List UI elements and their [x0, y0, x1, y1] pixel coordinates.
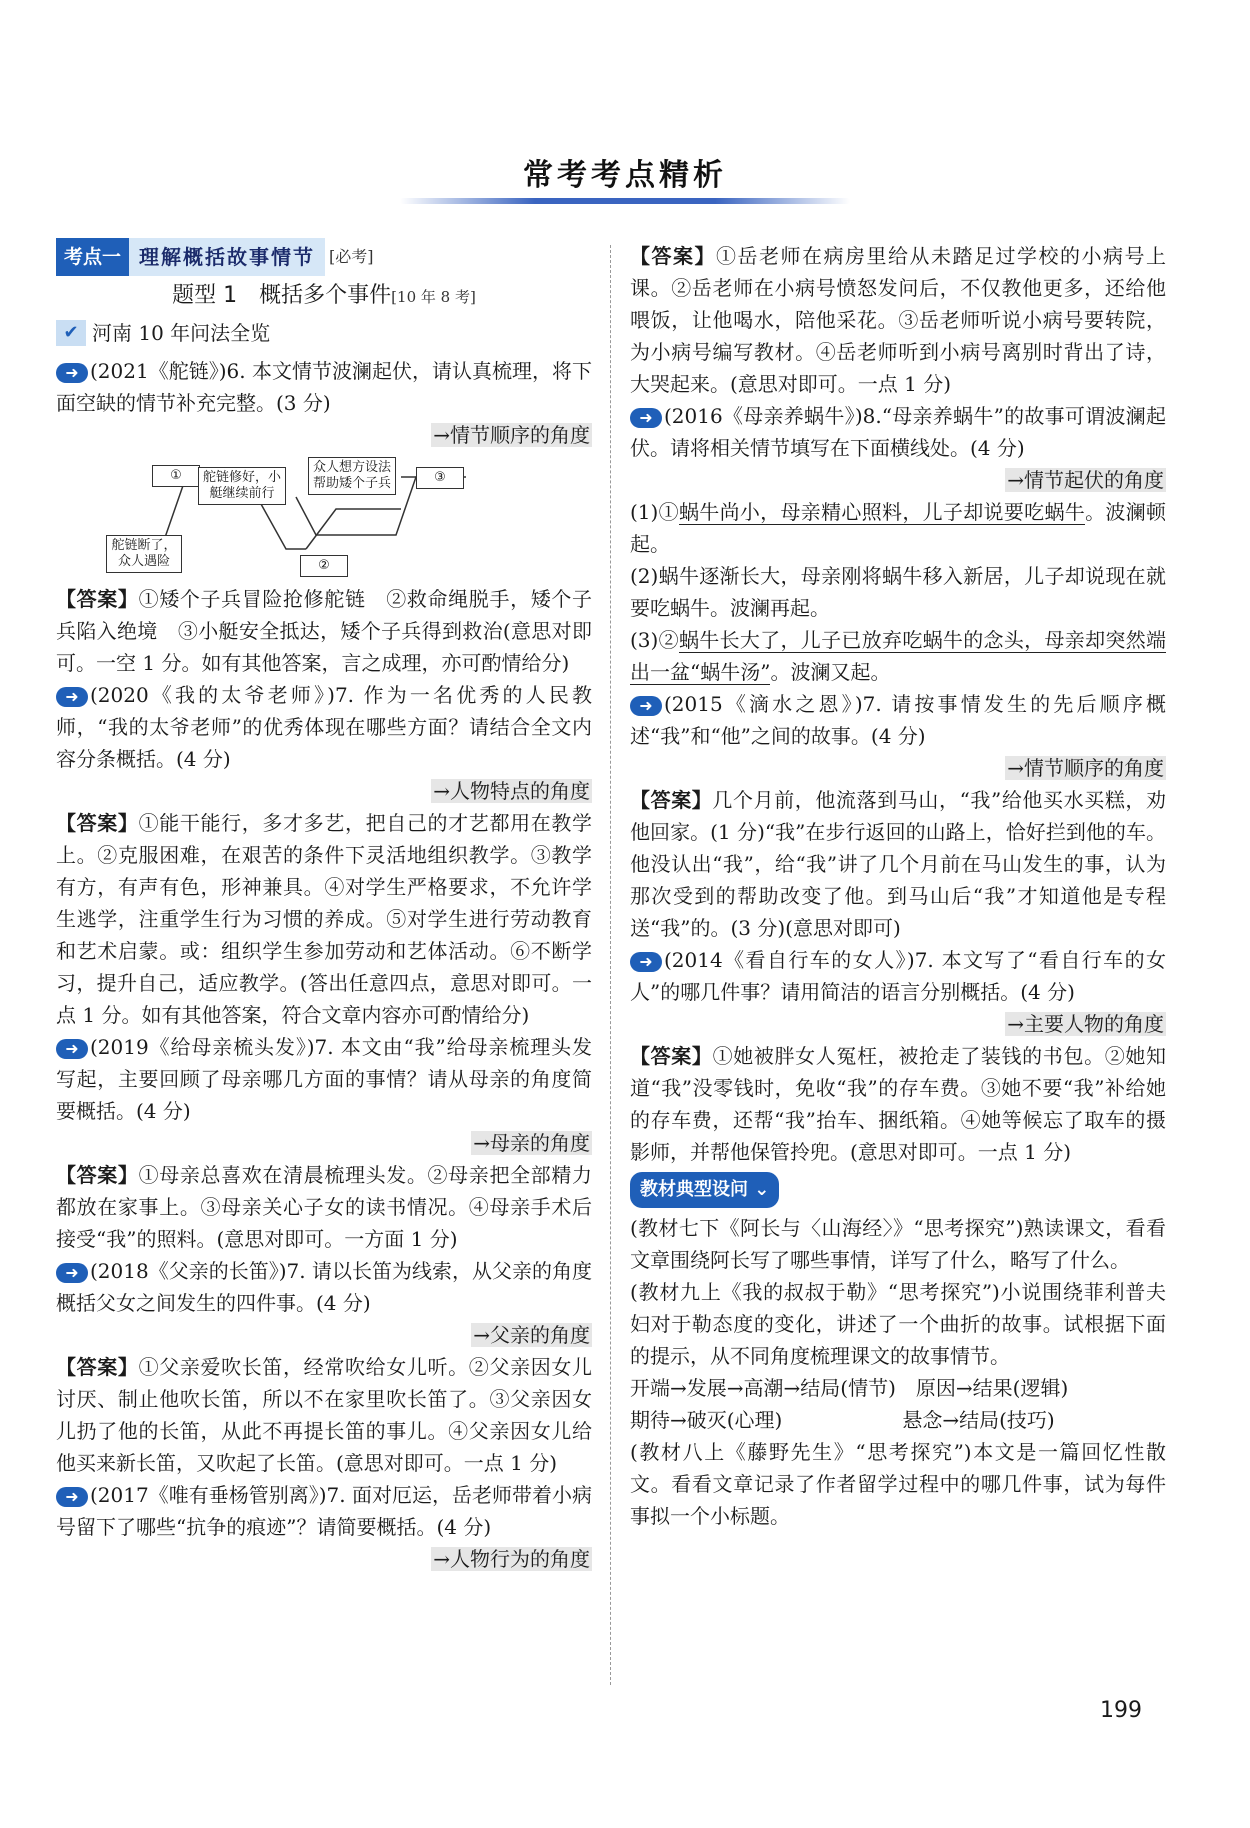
angle-2021: →情节顺序的角度	[433, 423, 590, 447]
arrow-icon: ➜	[630, 952, 662, 972]
question-2019: ➜ (2019《给母亲梳头发》)7. 本文由“我”给母亲梳理头发写起，主要回顾了母亲哪几方面的事情？请从母亲的角度简要概括。(4 分)	[56, 1035, 592, 1123]
arrow-icon: ➜	[630, 696, 662, 716]
arrow-icon: ➜	[630, 408, 662, 428]
textbook-question-3: (教材八上《藤野先生》“思考探究”)本文是一篇回忆性散文。看看文章记录了作者留学过程中的哪几件事，试为每件事拟一个小标题。	[630, 1440, 1166, 1528]
arrow-icon: ➜	[56, 687, 88, 707]
kaodian-title: 理解概括故事情节	[129, 238, 325, 276]
region-label: 河南 10 年问法全览	[92, 321, 271, 345]
textbook-question-2: (教材九上《我的叔叔于勒》“思考探究”)小说围绕菲利普夫妇对于勒态度的变化，讲述了一个曲折的故事。试根据下面的提示，从不同角度梳理课文的故事情节。	[630, 1280, 1166, 1368]
chevron-down-icon: ⌄	[754, 1179, 770, 1200]
question-2021: ➜ (2021《舵链》)6. 本文情节波澜起伏，请认真梳理，将下面空缺的情节补充完整。(3 分)	[56, 359, 592, 415]
answer-2019: 【答案】①母亲总喜欢在清晨梳理头发。②母亲把全部精力都放在家事上。③母亲关心子女的读书情况。④母亲手术后接受“我”的照料。(意思对即可。一方面 1 分)	[56, 1163, 593, 1251]
arrow-icon: ➜	[56, 1039, 88, 1059]
flow-blank-2: ②	[300, 555, 348, 577]
answer-2015: 【答案】几个月前，他流落到马山，“我”给他买水买糕，劝他回家。(1 分)“我”在步行返回的山路上，恰好拦到他的车。他没认出“我”，给“我”讲了几个月前在马山发生的事，认为那次受到的帮助改变了他。到马山后“我”才知道他是专程送“我”的。(3 分)(意思对即可)	[630, 788, 1167, 940]
answer-2018: 【答案】①父亲爱吹长笛，经常吹给女儿听。②父亲因女儿讨厌、制止他吹长笛，所以不在家里吹长笛了。③父亲因女儿扔了他的长笛，从此不再提长笛的事儿。④父亲因女儿给他买来新长笛，又吹起了长笛。(意思对即可。一点 1 分)	[56, 1355, 593, 1475]
angle-2018: →父亲的角度	[473, 1323, 590, 1347]
flow-box-middle: 舵链修好，小艇继续前行	[198, 467, 286, 505]
question-2018: ➜ (2018《父亲的长笛》)7. 请以长笛为线索，从父亲的角度概括父女之间发生的四件事。(4 分)	[56, 1259, 592, 1315]
question-type: 题型 1 概括多个事件[10 年 8 考]	[172, 283, 476, 308]
kaodian-label: 考点一	[56, 238, 129, 276]
title-underline	[400, 198, 850, 204]
plot-flow-diagram	[56, 457, 592, 577]
question-2014: ➜ (2014《看自行车的女人》)7. 本文写了“看自行车的女人”的哪几件事？请用简洁的语言分别概括。(4 分)	[630, 948, 1166, 1004]
angle-2015: →情节顺序的角度	[1007, 756, 1164, 780]
question-2016: ➜ (2016《母亲养蜗牛》)8.“母亲养蜗牛”的故事可谓波澜起伏。请将相关情节填写在下面横线处。(4 分)	[630, 404, 1166, 460]
question-type-tag: [10 年 8 考]	[391, 288, 476, 306]
left-column	[56, 240, 592, 1575]
flow-blank-3: ③	[416, 467, 464, 489]
right-column	[630, 240, 1166, 1532]
answer-2017: 【答案】①岳老师在病房里给从未踏足过学校的小病号上课。②岳老师在小病号愤怒发问后，不仅教他更多，还给他喂饭，让他喝水，陪他采花。③岳老师听说小病号要转院，为小病号编写教材。④岳老师听到小病号离别时背出了诗，大哭起来。(意思对即可。一点 1 分)	[630, 244, 1166, 396]
kaodian-tag: [必考]	[329, 247, 374, 266]
angle-2016: →情节起伏的角度	[1007, 468, 1164, 492]
answer-2016-part3: (3)②蜗牛长大了，儿子已放弃吃蜗牛的念头，母亲却突然端出一盆“蜗牛汤”。波澜又起。	[630, 628, 1166, 684]
textbook-hint-1: 开端→发展→高潮→结局(情节) 原因→结果(逻辑)	[630, 1376, 1069, 1400]
kaodian-header	[56, 240, 592, 274]
textbook-hint-2: 期待→破灭(心理) 悬念→结局(技巧)	[630, 1408, 1055, 1432]
answer-2021: 【答案】①矮个子兵冒险抢修舵链 ②救命绳脱手，矮个子兵陷入绝境 ③小艇安全抵达，矮个子兵得到救治(意思对即可。一空 1 分。如有其他答案，言之成理，亦可酌情给分)	[56, 587, 593, 675]
arrow-icon: ➜	[56, 363, 88, 383]
question-2017: ➜ (2017《唯有垂杨管别离》)7. 面对厄运，岳老师带着小病号留下了哪些“抗争的痕迹”？请简要概括。(4 分)	[56, 1483, 592, 1539]
page-title: 常考考点精析	[523, 158, 727, 193]
arrow-icon: ➜	[56, 1263, 88, 1283]
column-divider	[610, 245, 611, 1685]
answer-2016-part1: (1)①蜗牛尚小，母亲精心照料，儿子却说要吃蜗牛。波澜顿起。	[630, 500, 1166, 556]
flow-box-start: 舵链断了，众人遇险	[106, 535, 182, 573]
page-number: 199	[1100, 1698, 1142, 1723]
flow-blank-1: ①	[152, 465, 200, 487]
answer-2014: 【答案】①她被胖女人冤枉，被抢走了装钱的书包。②她知道“我”没零钱时，免收“我”的存车费。③她不要“我”补给她的存车费，还帮“我”抬车、捆纸箱。④她等候忘了取车的摄影师，并帮他保管拎兜。(意思对即可。一点 1 分)	[630, 1044, 1167, 1164]
answer-2020: 【答案】①能干能行，多才多艺，把自己的才艺都用在教学上。②克服困难，在艰苦的条件下灵活地组织教学。③教学有方，有声有色，形神兼具。④对学生严格要求，不允许学生逃学，注重学生行为习惯的养成。⑤对学生进行劳动教育和艺术启蒙。或：组织学生参加劳动和艺体活动。⑥不断学习，提升自己，适应教学。(答出任意四点，意思对即可。一点 1 分。如有其他答案，符合文章内容亦可酌情给分)	[56, 811, 593, 1027]
angle-2014: →主要人物的角度	[1007, 1012, 1164, 1036]
question-2015: ➜ (2015《滴水之恩》)7. 请按事情发生的先后顺序概述“我”和“他”之间的故事。(4 分)	[630, 692, 1166, 748]
flow-box-help: 众人想方设法帮助矮个子兵	[308, 457, 396, 495]
checklist-icon: ✔	[56, 320, 86, 346]
textbook-section-heading: 教材典型设问 ⌄	[630, 1172, 779, 1208]
answer-2016-part2: (2)蜗牛逐渐长大，母亲刚将蜗牛移入新居，儿子却说现在就要吃蜗牛。波澜再起。	[630, 564, 1166, 620]
textbook-section	[630, 1168, 1166, 1212]
region-heading	[56, 317, 592, 349]
arrow-icon: ➜	[56, 1487, 88, 1507]
angle-2019: →母亲的角度	[473, 1131, 590, 1155]
question-2020: ➜ (2020《我的太爷老师》)7. 作为一名优秀的人民教师，“我的太爷老师”的优秀体现在哪些方面？请结合全文内容分条概括。(4 分)	[56, 683, 592, 771]
textbook-question-1: (教材七下《阿长与〈山海经〉》“思考探究”)熟读课文，看看文章围绕阿长写了哪些事情，详写了什么，略写了什么。	[630, 1216, 1166, 1272]
angle-2020: →人物特点的角度	[433, 779, 590, 803]
angle-2017: →人物行为的角度	[433, 1547, 590, 1571]
